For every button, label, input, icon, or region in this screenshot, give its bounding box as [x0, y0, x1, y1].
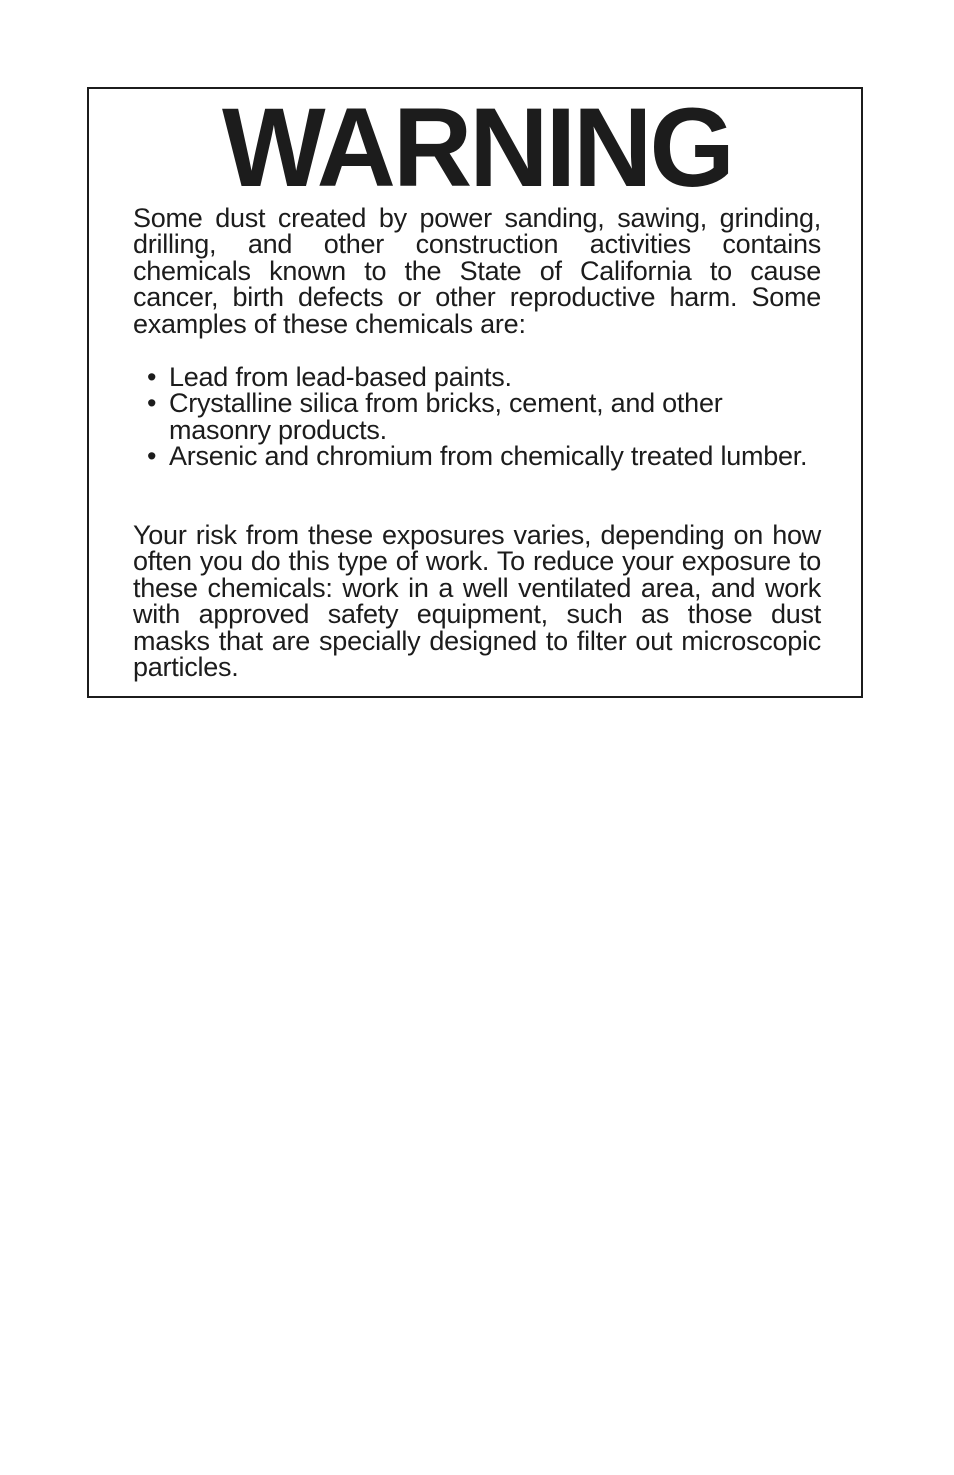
warning-title: WARNING	[222, 85, 732, 210]
list-item	[147, 441, 823, 472]
chemical-examples-list	[147, 364, 823, 470]
list-item	[147, 364, 823, 390]
list-item-text: Crystalline silica from bricks, cement, and other masonry products.	[169, 388, 723, 445]
bullet-icon: •	[147, 362, 157, 392]
intro-paragraph: Some dust created by power sanding, sawing, grinding, drilling, and other construction activities contains chemicals known to the State of California to cause cancer, birth defects or other reproductive harm. Some examples of these chemicals are:	[133, 203, 821, 339]
list-item-text: Lead from lead-based paints.	[169, 362, 512, 392]
bullet-icon: •	[147, 441, 157, 472]
list-item	[147, 390, 823, 443]
risk-paragraph: Your risk from these exposures varies, depending on how often you do this type of work. To reduce your exposure to these chemicals: work in a well ventilated area, and work with approved safety equipment, such as those dust masks that are specially designed to filter out microscopic particles.	[133, 520, 821, 683]
bullet-icon: •	[147, 388, 157, 419]
list-item-text: Arsenic and chromium from chemically treated lumber.	[169, 441, 808, 472]
